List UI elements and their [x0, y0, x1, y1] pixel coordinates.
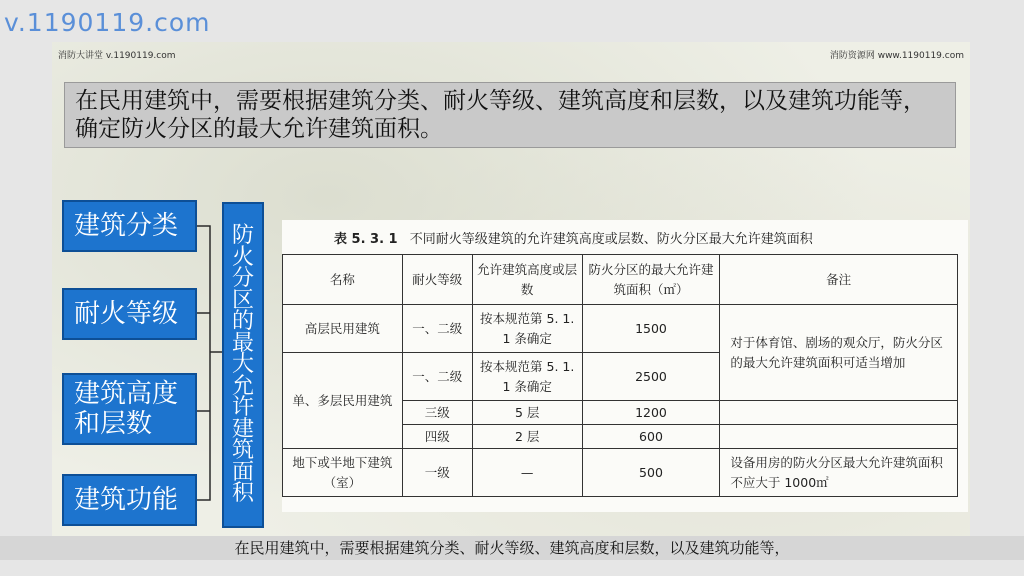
category-box-fire-resistance-grade [62, 288, 197, 340]
cell-note: 设备用房的防火分区最大允许建筑面积不应大于 1000㎡ [720, 449, 958, 497]
cell-grade: 一、二级 [402, 353, 472, 401]
table-title [334, 228, 813, 247]
cell-note [720, 425, 958, 449]
caption-text: 在民用建筑中，需要根据建筑分类、耐火等级、建筑高度和层数，以及建筑功能等， [234, 539, 790, 557]
cell-note: 对于体育馆、剧场的观众厅，防火分区的最大允许建筑面积可适当增加 [720, 305, 958, 401]
result-char: 允 [231, 373, 254, 399]
result-char: 火 [231, 244, 254, 270]
cell-grade: 三级 [402, 401, 472, 425]
result-char: 防 [231, 223, 254, 249]
category-label: 耐火等级 [74, 299, 179, 329]
result-char: 最 [231, 330, 254, 356]
table-header-row [283, 255, 958, 305]
result-char: 筑 [231, 438, 254, 464]
header-cell: 防火分区的最大允许建筑面积（㎡） [582, 255, 720, 305]
cell-name: 单、多层民用建筑 [283, 353, 403, 449]
header-cell: 允许建筑高度或层数 [472, 255, 582, 305]
result-char: 面 [231, 459, 254, 485]
caption-bar [0, 536, 1024, 560]
header-right-text: 消防资源网 www.1190119.com [829, 51, 964, 61]
category-box-height-and-storeys [62, 373, 197, 445]
table-row [283, 449, 958, 497]
table-row [283, 305, 958, 353]
category-box-building-function [62, 474, 197, 526]
cell-area: 600 [582, 425, 720, 449]
category-box-building-classification [62, 200, 197, 252]
cell-name: 高层民用建筑 [283, 305, 403, 353]
spec-table-panel [282, 220, 968, 512]
cell-height: — [472, 449, 582, 497]
cell-note [720, 401, 958, 425]
result-char: 建 [231, 416, 254, 442]
cell-height: 按本规范第 5. 1. 1 条确定 [472, 305, 582, 353]
header-cell: 耐火等级 [402, 255, 472, 305]
cell-height: 5 层 [472, 401, 582, 425]
cell-area: 1200 [582, 401, 720, 425]
cell-area: 2500 [582, 353, 720, 401]
header-left-text: 消防大讲堂 v.1190119.com [58, 51, 176, 61]
result-char: 的 [231, 309, 254, 335]
cell-height: 2 层 [472, 425, 582, 449]
slide [52, 42, 970, 560]
cell-area: 1500 [582, 305, 720, 353]
cell-grade: 四级 [402, 425, 472, 449]
cell-name: 地下或半地下建筑（室） [283, 449, 403, 497]
category-label: 建筑高度和层数 [74, 379, 179, 439]
table-number: 表 5. 3. 1 [334, 232, 398, 247]
headline-text: 在民用建筑中，需要根据建筑分类、耐火等级、建筑高度和层数，以及建筑功能等，确定防火分区的最大允许建筑面积。 [75, 88, 926, 142]
result-box-max-fire-compartment-area [222, 202, 264, 528]
cell-grade: 一、二级 [402, 305, 472, 353]
watermark-url: v.1190119.com [4, 8, 211, 37]
header-cell: 备注 [720, 255, 958, 305]
cell-height: 按本规范第 5. 1. 1 条确定 [472, 353, 582, 401]
fire-compartment-table [282, 254, 958, 497]
category-label: 建筑分类 [74, 211, 179, 241]
cell-grade: 一级 [402, 449, 472, 497]
category-label: 建筑功能 [74, 485, 179, 515]
header-cell: 名称 [283, 255, 403, 305]
result-char: 大 [231, 352, 254, 378]
result-char: 分 [231, 266, 254, 292]
result-char: 许 [231, 395, 254, 421]
result-char: 积 [231, 481, 254, 507]
table-caption: 不同耐火等级建筑的允许建筑高度或层数、防火分区最大允许建筑面积 [409, 232, 813, 247]
result-char: 区 [231, 287, 254, 313]
cell-area: 500 [582, 449, 720, 497]
